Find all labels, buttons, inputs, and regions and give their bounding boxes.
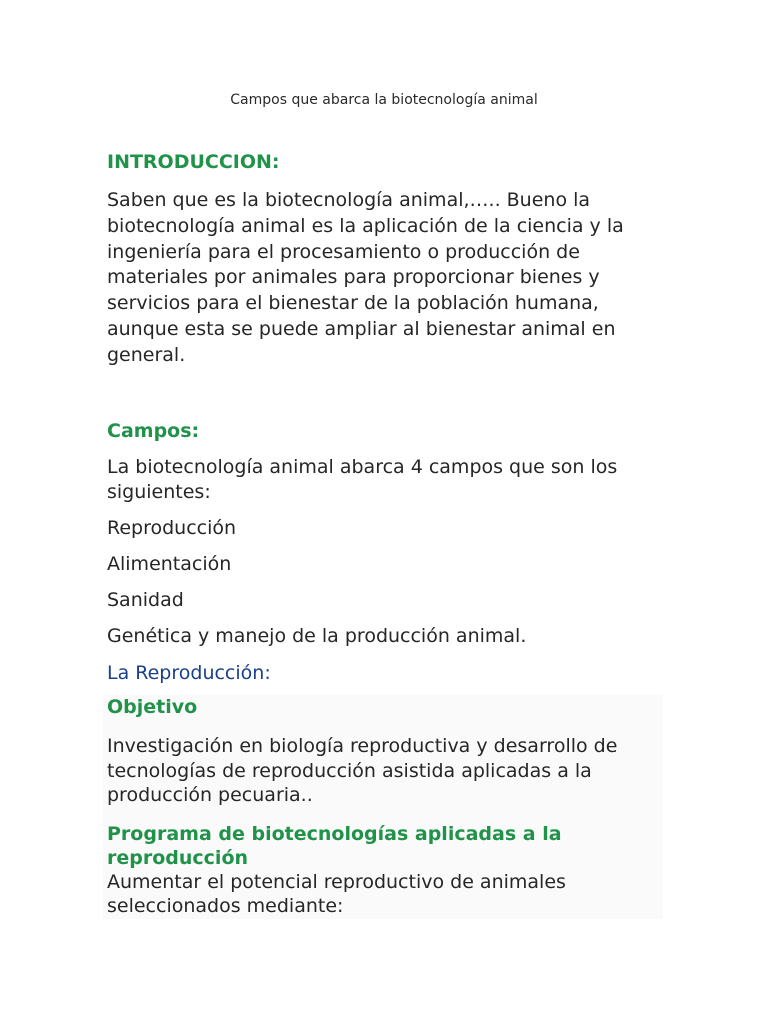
programa-heading: Programa de biotecnologías aplicadas a la reproducción [107,822,562,869]
campos-item-sanidad: Sanidad [107,588,184,611]
campos-intro: La biotecnología animal abarca 4 campos que son los siguientes: [107,455,618,504]
intro-paragraph: Saben que es la biotecnología animal,….. Bueno la biotecnología animal es la aplicación de la ciencia y la ingeniería para el procesamiento o producción de materiales por animales para proporcionar bienes y servicios para el bienestar de la población humana, aunque esta se puede ampliar al bienestar animal en general. [107,189,624,366]
objetivo-text: Investigación en biología reproductiva y desarrollo de tecnologías de reproducción asistida aplicadas a la producción pecuaria.. [107,735,618,807]
campos-item-reproduccion: Reproducción [107,517,237,540]
campos-item-genetica: Genética y manejo de la producción animal. [107,624,527,647]
campos-item-alimentacion: Alimentación [107,552,232,575]
reproduccion-heading: La Reproducción: [107,662,271,685]
campos-heading: Campos: [107,419,200,442]
page-title: Campos que abarca la biotecnología animal [230,92,538,108]
objetivo-heading: Objetivo [107,696,198,719]
document-body [107,150,667,919]
programa-text: Aumentar el potencial reproductivo de animales seleccionados mediante: [107,870,566,918]
intro-heading: INTRODUCCION: [107,151,280,173]
reproduccion-section [103,695,663,919]
